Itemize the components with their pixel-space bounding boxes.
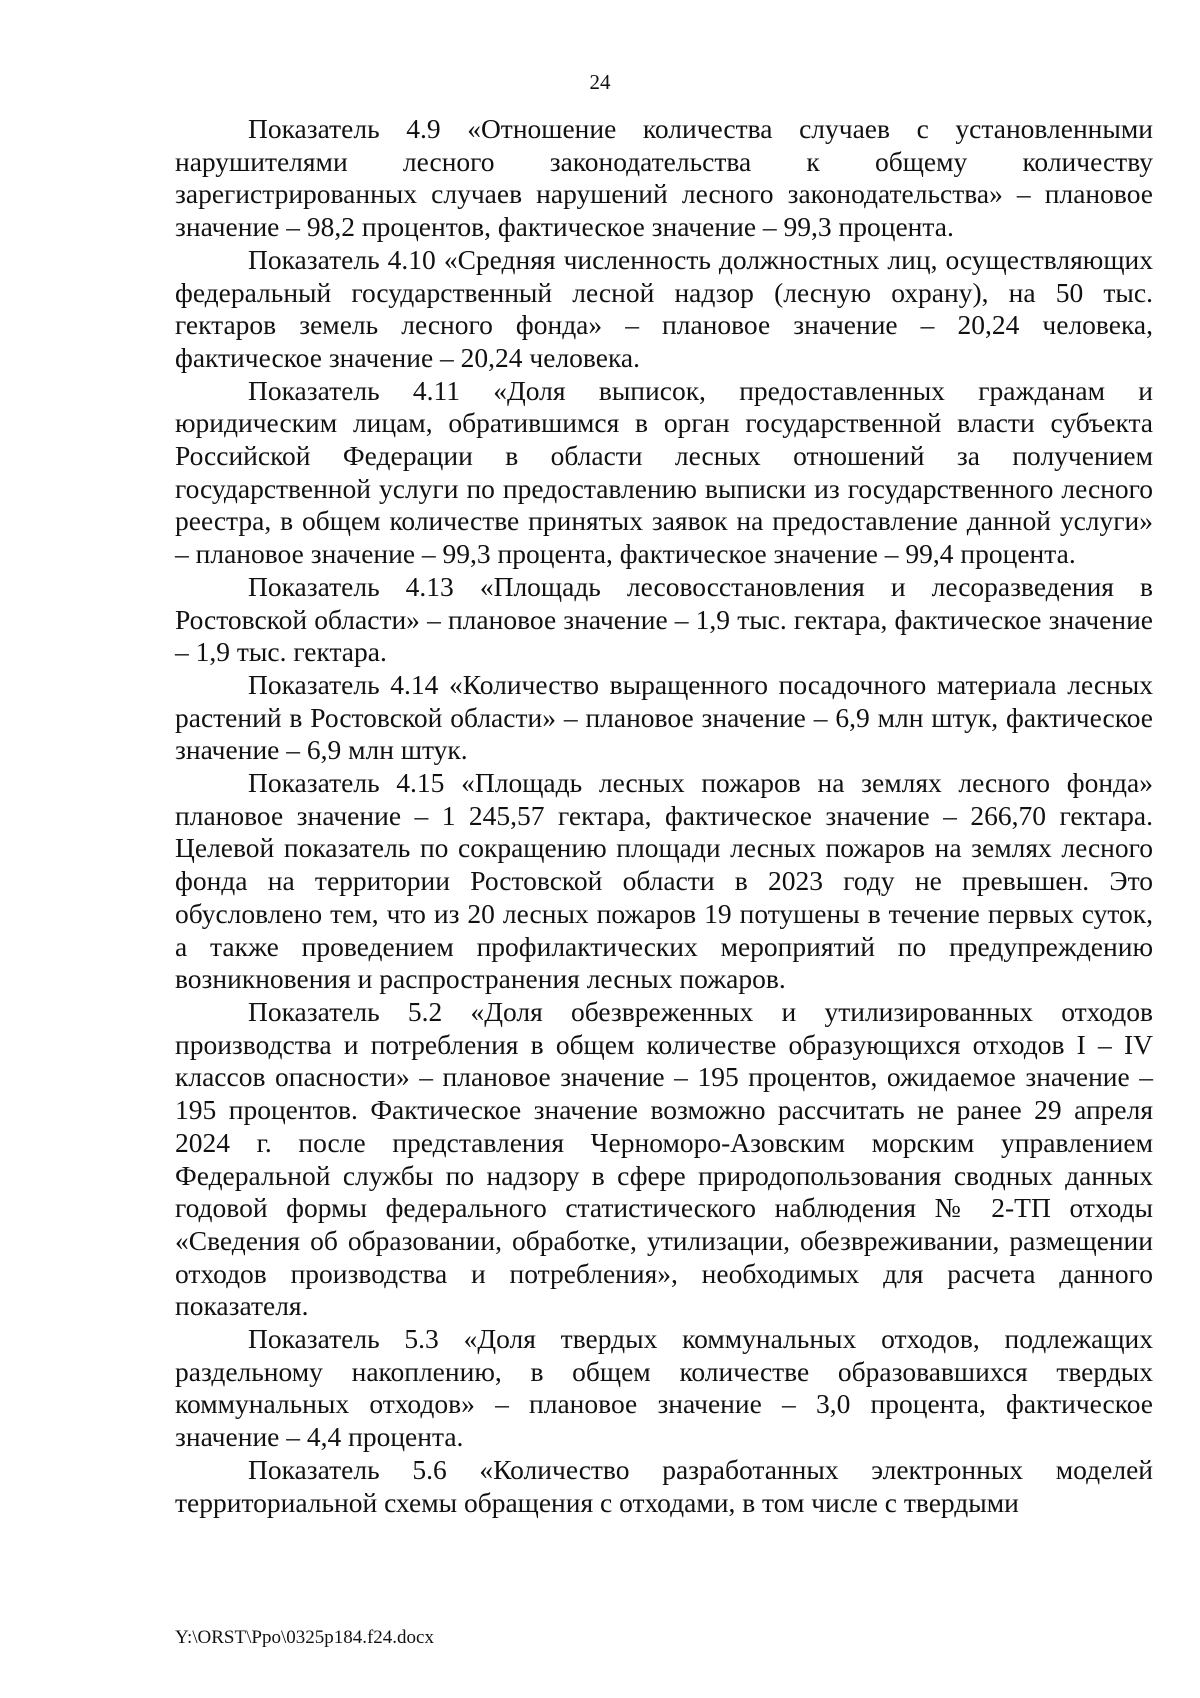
paragraph-indicator-5-6: Показатель 5.6 «Количество разработанных электронных моделей территориальной схемы обращения с отходами, в том числе с твердыми <box>175 1453 1153 1518</box>
paragraph-indicator-4-10: Показатель 4.10 «Средняя численность должностных лиц, осуществляющих федеральный государственный лесной надзор (лесную охрану), на 50 тыс. гектаров земель лесного фонда» – плановое значение – 20,24 человека, фактическое значение – 20,24 человека. <box>175 243 1153 373</box>
paragraph-indicator-5-2: Показатель 5.2 «Доля обезвреженных и утилизированных отходов производства и потребления в общем количестве образующихся отходов I – IV классов опасности» – плановое значение – 195 процентов, ожидаемое значение – 195 процентов. Фактическое значение возможно рассчитать не ранее 29 апреля 2024 г. после представления Черноморо-Азовским морским управлением Федеральной службы по надзору в сфере природопользования сводных данных годовой формы федерального статистического наблюдения № 2-ТП отходы «Сведения об образовании, обработке, утилизации, обезвреживании, размещении отходов производства и потребления», необходимых для расчета данного показателя. <box>175 995 1153 1322</box>
paragraph-indicator-4-13: Показатель 4.13 «Площадь лесовосстановления и лесоразведения в Ростовской области» – плановое значение – 1,9 тыс. гектара, фактическое значение – 1,9 тыс. гектара. <box>175 570 1153 668</box>
document-body <box>175 113 1153 1519</box>
paragraph-indicator-4-11: Показатель 4.11 «Доля выписок, предоставленных гражданам и юридическим лицам, обратившимся в орган государственной власти субъекта Российской Федерации в области лесных отношений за получением государственной услуги по предоставлению выписки из государственного лесного реестра, в общем количестве принятых заявок на предоставление данной услуги» – плановое значение – 99,3 процента, фактическое значение – 99,4 процента. <box>175 374 1153 570</box>
paragraph-indicator-4-9: Показатель 4.9 «Отношение количества случаев с установленными нарушителями лесного законодательства к общему количеству зарегистрированных случаев нарушений лесного законодательства» – плановое значение – 98,2 процентов, фактическое значение – 99,3 процента. <box>175 113 1153 243</box>
footer-file-path: Y:\ORST\Ppo\0325p184.f24.docx <box>175 1627 434 1648</box>
paragraph-indicator-5-3: Показатель 5.3 «Доля твердых коммунальных отходов, подлежащих раздельному накоплению, в общем количестве образовавшихся твердых коммунальных отходов» – плановое значение – 3,0 процента, фактическое значение – 4,4 процента. <box>175 1323 1153 1453</box>
page-number: 24 <box>589 70 611 94</box>
paragraph-indicator-4-15: Показатель 4.15 «Площадь лесных пожаров на землях лесного фонда» плановое значение – 1 245,57 гектара, фактическое значение – 266,70 гектара. Целевой показатель по сокращению площади лесных пожаров на землях лесного фонда на территории Ростовской области в 2023 году не превышен. Это обусловлено тем, что из 20 лесных пожаров 19 потушены в течение первых суток, а также проведением профилактических мероприятий по предупреждению возникновения и распространения лесных пожаров. <box>175 767 1153 995</box>
paragraph-indicator-4-14: Показатель 4.14 «Количество выращенного посадочного материала лесных растений в Ростовской области» – плановое значение – 6,9 млн штук, фактическое значение – 6,9 млн штук. <box>175 668 1153 766</box>
